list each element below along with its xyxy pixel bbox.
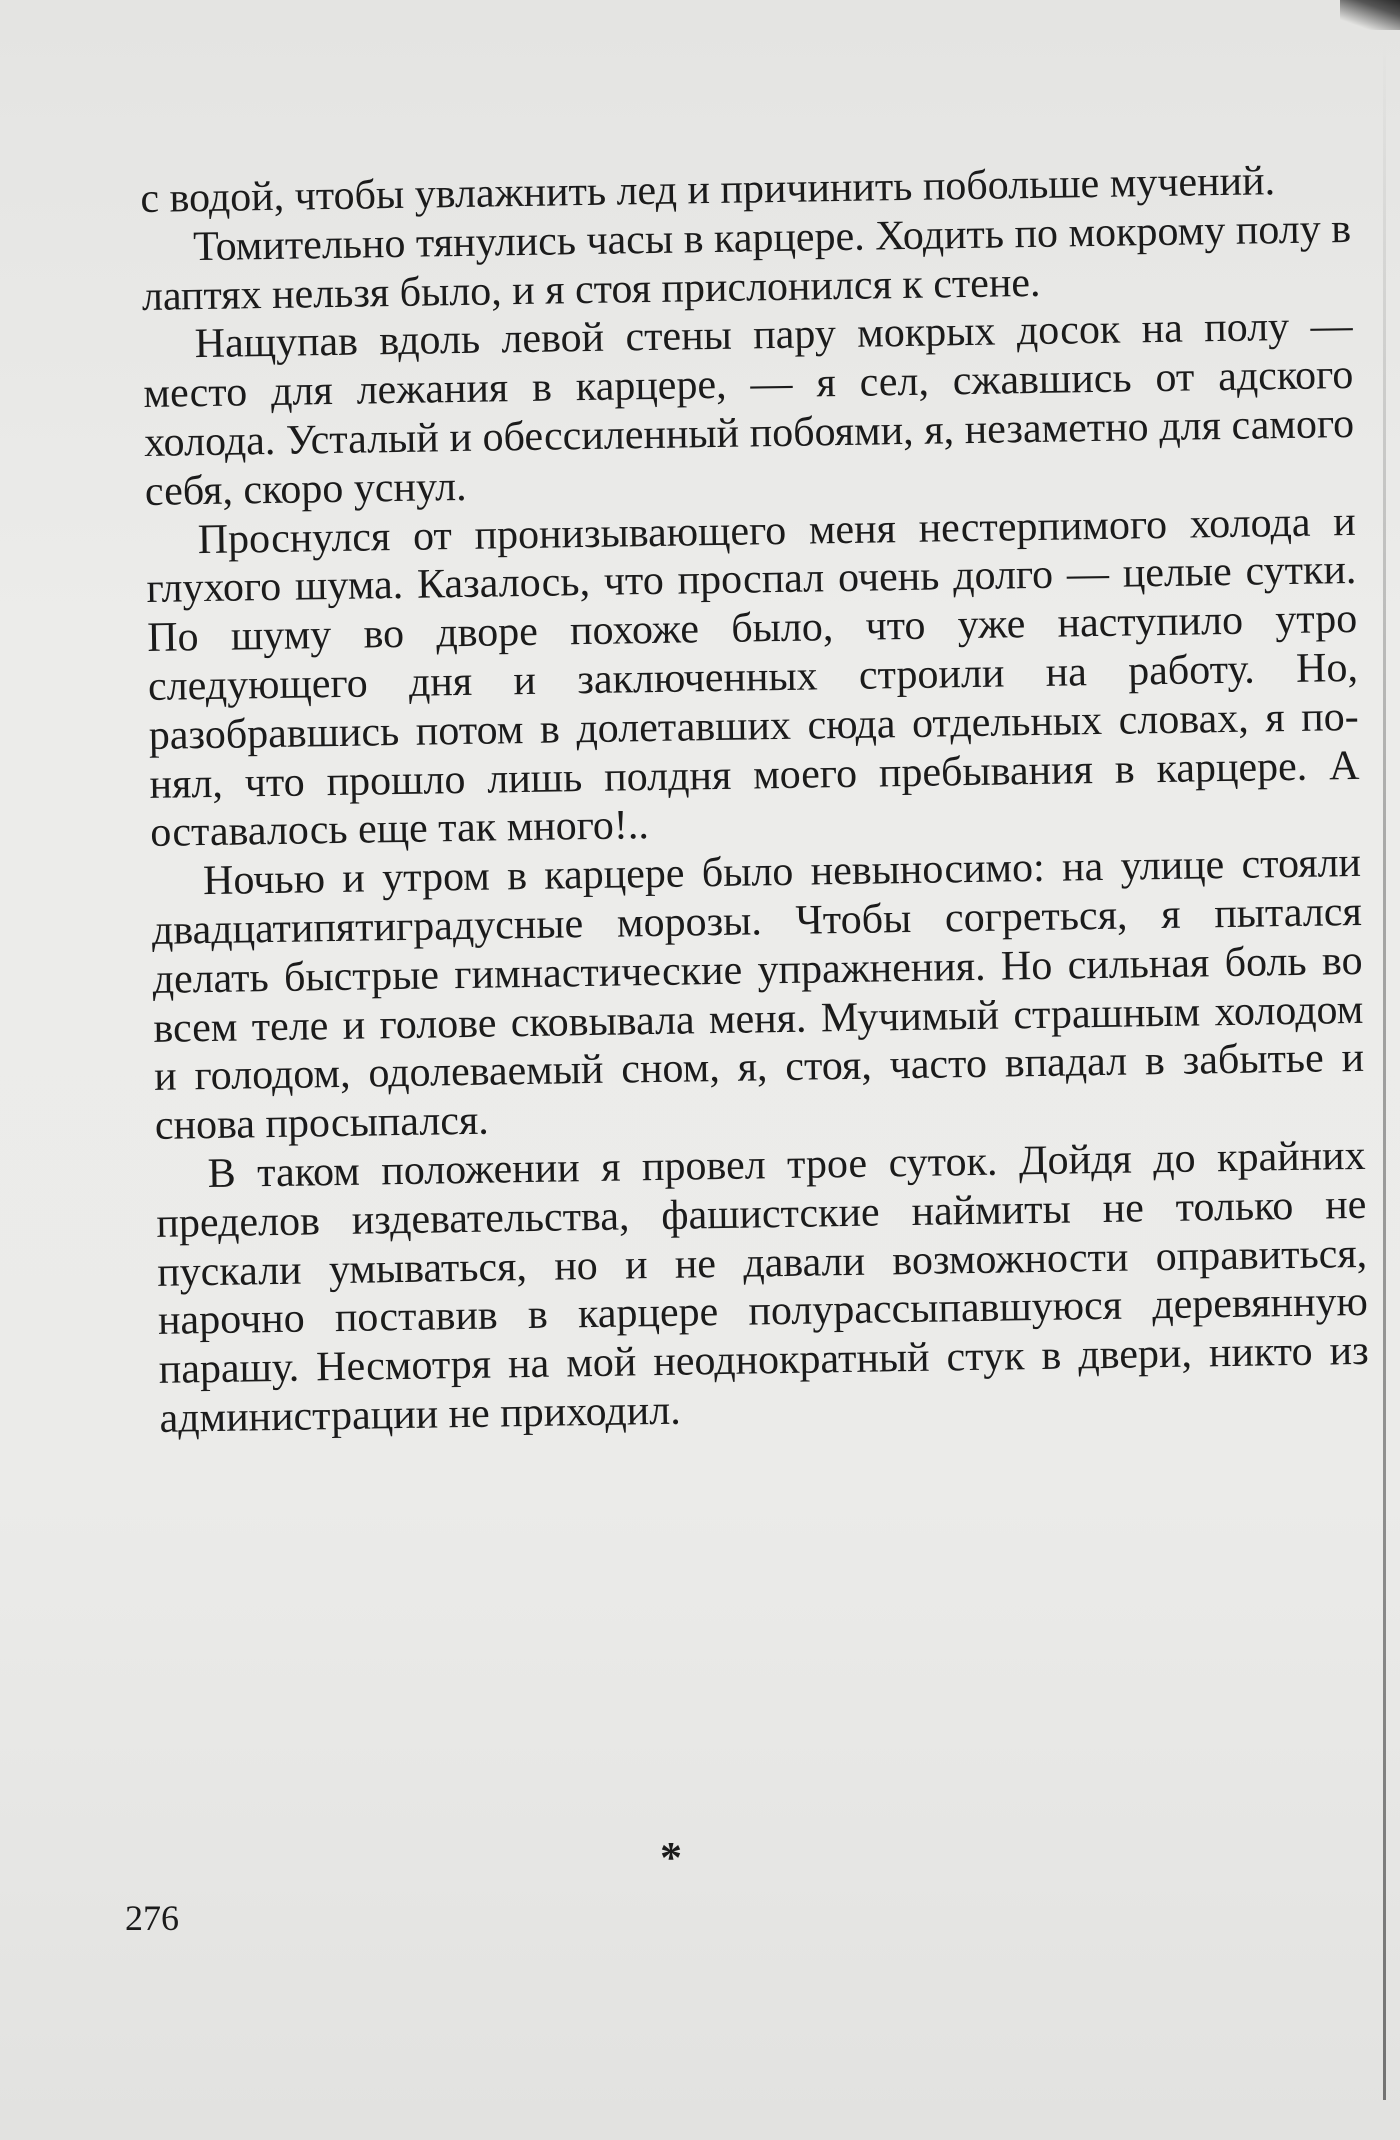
page-binding-edge <box>1383 40 1386 2100</box>
paragraph-5: Ночью и утром в карцере было невыносимо: на улице стояли двадцатипятиградусные морозы. Чтобы согреться, я пытался делать быстрые гимнастические упражнения. Но сильная боль во всем теле и голове сковывала меня. Мучимый страшным холодом и голодом, одолеваемый сном, я, стоя, часто впадал в забытье и снова просыпался. <box>151 840 1365 1150</box>
paragraph-4: Проснулся от пронизывающего меня нестерпимого холода и глухого шума. Казалось, что проспал очень долго — целые сутки. По шуму во дворе похоже было, что уже наступило утро следующего дня и заключенных строили на работу. Но, разобравшись потом в долетавших сюда отдельных словах, я понял, что прошло лишь полдня моего пребывания в карцере. А оставалось еще так много!.. <box>146 498 1360 857</box>
paragraph-2: Томительно тянулись часы в карцере. Ходить по мокрому полу в лаптях нельзя было, и я стоя прислонился к стене. <box>141 205 1352 320</box>
paragraph-3: Нащупав вдоль левой стены пару мокрых досок на полу — место для лежания в карцере, — я сел, сжавшись от адского холода. Усталый и обессиленный побоями, я, незаметно для самого себя, скоро уснул. <box>143 303 1355 515</box>
paragraph-6: В таком положении я провел трое суток. Дойдя до крайних пределов издевательства, фашистские наймиты не только не пускали умываться, но и не давали возможности оправиться, нарочно поставив в карцере полурассыпавшуюся деревянную парашу. Несмотря на мой неоднократный стук в двери, никто из администрации не приходил. <box>156 1132 1369 1442</box>
page-corner-shadow <box>1340 0 1400 30</box>
page-body <box>140 156 1370 1444</box>
paragraph-1: с водой, чтобы увлажнить лед и причинить побольше мучений. <box>140 158 1276 222</box>
page-number: 276 <box>125 1898 179 1938</box>
section-separator: * <box>660 1833 682 1882</box>
